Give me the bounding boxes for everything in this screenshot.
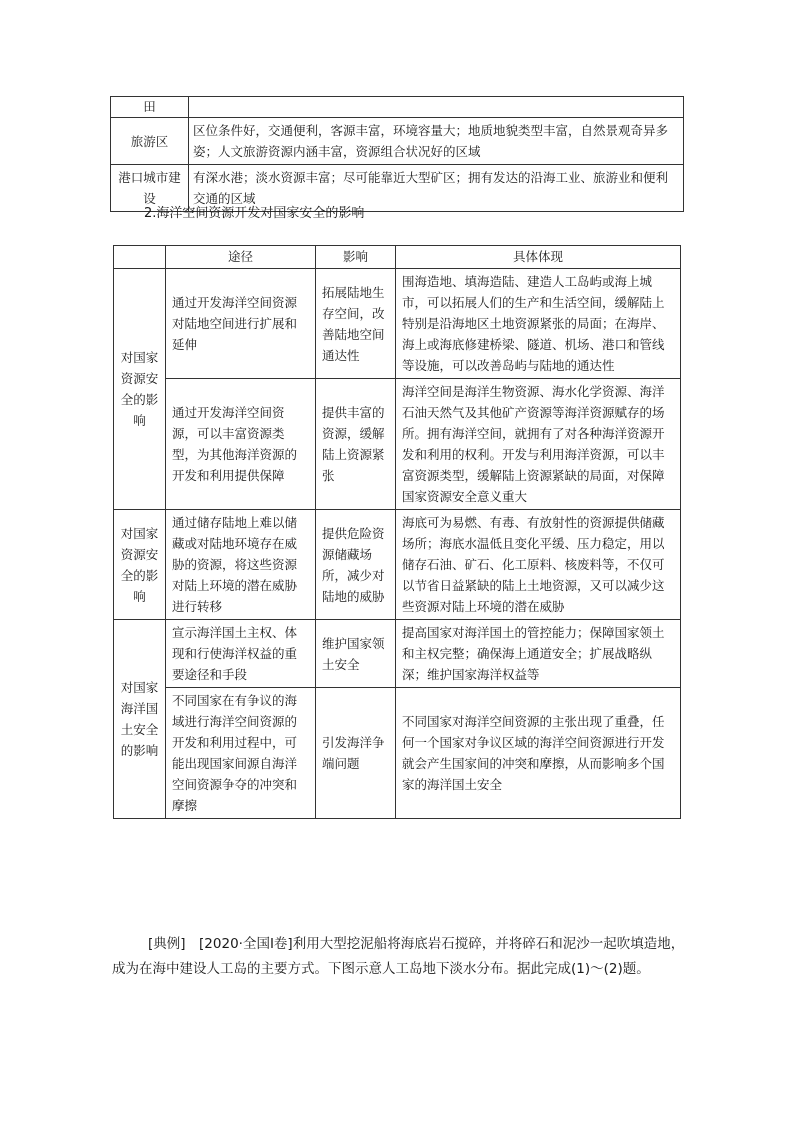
example-question: [典例] [2020·全国Ⅰ卷]利用大型挖泥船将海底岩石搅碎，并将碎石和泥沙一起吹填造地，成为在海中建设人工岛的主要方式。下图示意人工岛地下淡水分布。据此完成(1)～(2)题。 — [112, 936, 685, 977]
detail-cell: 海洋空间是海洋生物资源、海水化学资源、海洋石油天然气及其他矿产资源等海洋资源赋存的场所。拥有海洋空间，就拥有了对各种海洋资源开发和利用的权利。开发与利用海洋资源，可以丰富资源类型，缓解陆上资源紧缺的局面，对保障国家资源安全意义重大 — [396, 379, 681, 510]
detail-cell: 提高国家对海洋国土的管控能力；保障国家领土和主权完整；确保海上通道安全；扩展战略纵深；维护国家海洋权益等 — [396, 620, 681, 688]
impact-cell: 维护国家领土安全 — [316, 620, 396, 688]
path-cell: 通过储存陆地上难以储藏或对陆地环境存在威胁的资源，将这些资源对陆上环境的潜在威胁进行转移 — [166, 510, 316, 620]
column-header: 途径 — [166, 246, 316, 269]
security-impact-table — [113, 245, 681, 819]
impact-cell: 提供危险资源储藏场所，减少对陆地的威胁 — [316, 510, 396, 620]
table-cell-desc: 区位条件好，交通便利，客源丰富，环境容量大；地质地貌类型丰富，自然景观奇异多姿；人文旅游资源内涵丰富，资源组合状况好的区域 — [189, 118, 684, 165]
section-title: 2.海洋空间资源开发对国家安全的影响 — [144, 206, 365, 221]
table-cell-desc: 有深水港；淡水资源丰富；尽可能靠近大型矿区；拥有发达的沿海工业、旅游业和便利交通的区域 — [189, 165, 684, 212]
detail-cell: 海底可为易燃、有毒、有放射性的资源提供储藏场所；海底水温低且变化平缓、压力稳定，用以储存石油、矿石、化工原料、核废料等，不仅可以节省日益紧缺的陆上土地资源，又可以减少这些资源对陆上环境的潜在威胁 — [396, 510, 681, 620]
header-empty — [114, 246, 166, 269]
column-header: 具体体现 — [396, 246, 681, 269]
table-cell-label: 港口城市建设 — [111, 165, 189, 212]
table-cell-label: 旅游区 — [111, 118, 189, 165]
group-label: 对国家资源安全的影响 — [114, 510, 166, 620]
group-label: 对国家海洋国土安全的影响 — [114, 620, 166, 819]
table-row — [114, 269, 681, 379]
table-row — [114, 379, 681, 510]
table-row — [114, 688, 681, 819]
table-row — [111, 118, 684, 165]
column-header: 影响 — [316, 246, 396, 269]
path-cell: 通过开发海洋空间资源对陆地空间进行扩展和延伸 — [166, 269, 316, 379]
table-row — [111, 97, 684, 118]
path-cell: 不同国家在有争议的海域进行海洋空间资源的开发和利用过程中，可能出现国家间源自海洋空间资源争夺的冲突和摩擦 — [166, 688, 316, 819]
region-table — [110, 96, 684, 212]
table-row — [114, 620, 681, 688]
table-header-row — [114, 246, 681, 269]
group-label: 对国家资源安全的影响 — [114, 269, 166, 510]
impact-cell: 提供丰富的资源，缓解陆上资源紧张 — [316, 379, 396, 510]
detail-cell: 不同国家对海洋空间资源的主张出现了重叠，任何一个国家对争议区域的海洋空间资源进行开发就会产生国家间的冲突和摩擦，从而影响多个国家的海洋国土安全 — [396, 688, 681, 819]
path-cell: 通过开发海洋空间资源，可以丰富资源类型，为其他海洋资源的开发和利用提供保障 — [166, 379, 316, 510]
impact-cell: 引发海洋争端问题 — [316, 688, 396, 819]
detail-cell: 围海造地、填海造陆、建造人工岛屿或海上城市，可以拓展人们的生产和生活空间，缓解陆上特别是沿海地区土地资源紧张的局面；在海岸、海上或海底修建桥梁、隧道、机场、港口和管线等设施，可以改善岛屿与陆地的通达性 — [396, 269, 681, 379]
path-cell: 宣示海洋国土主权、体现和行使海洋权益的重要途径和手段 — [166, 620, 316, 688]
table-row — [114, 510, 681, 620]
impact-cell: 拓展陆地生存空间，改善陆地空间通达性 — [316, 269, 396, 379]
table-cell-desc — [189, 97, 684, 118]
table-cell-label: 田 — [111, 97, 189, 118]
